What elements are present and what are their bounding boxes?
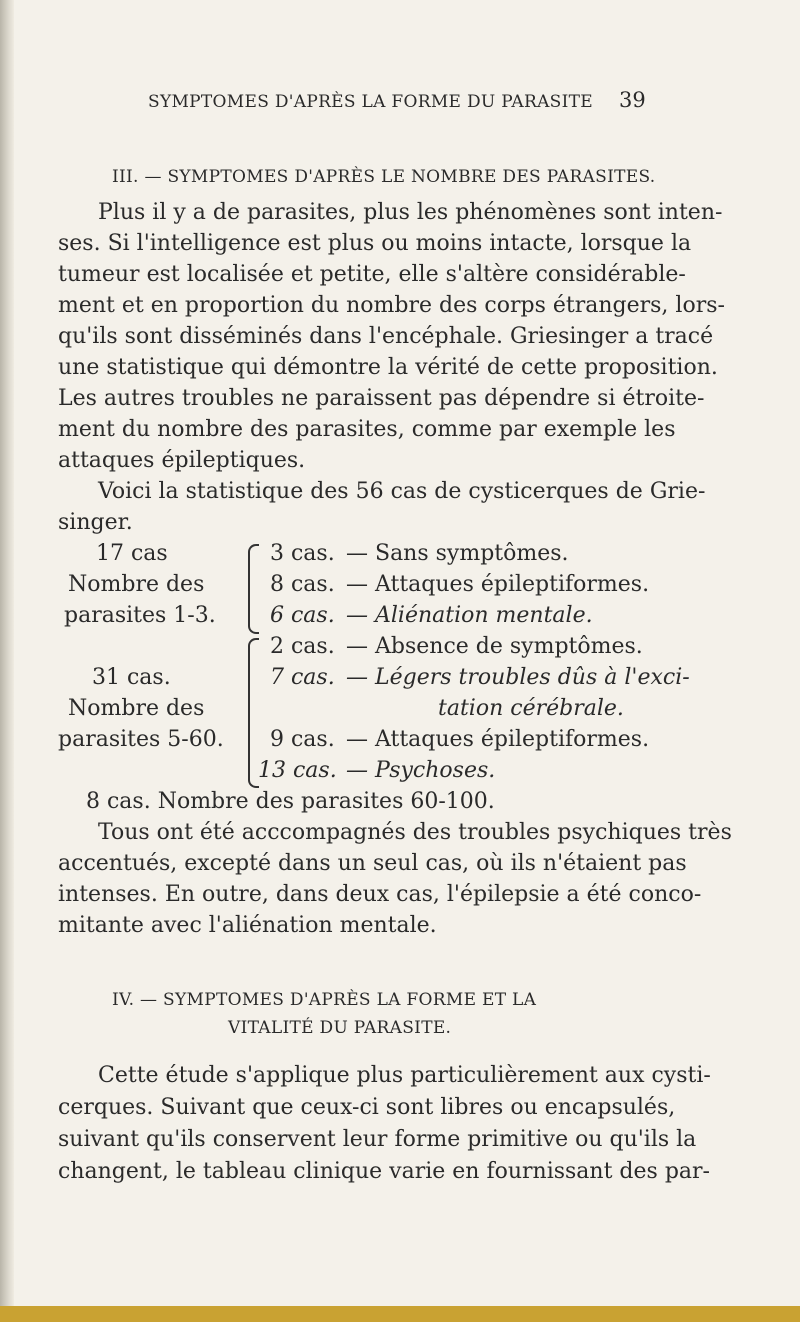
stat-desc: — Attaques épileptiformes. xyxy=(346,572,650,597)
group-label: 17 cas xyxy=(96,541,168,566)
section-4-heading-line2: VITALITÉ DU PARASITE. xyxy=(228,1018,452,1038)
text-line: cerques. Suivant que ceux-ci sont libres ou encapsulés, xyxy=(58,1095,676,1120)
book-spine-shadow xyxy=(0,0,14,1322)
text-line: suivant qu'ils conservent leur forme primitive ou qu'ils la xyxy=(58,1127,697,1152)
stat-count: 13 cas. xyxy=(258,758,337,783)
stat-desc: tation cérébrale. xyxy=(438,696,624,721)
text-line: Les autres troubles ne paraissent pas dépendre si étroite- xyxy=(58,386,705,411)
stat-count: 9 cas. xyxy=(270,727,335,752)
text-line: changent, le tableau clinique varie en fournissant des par- xyxy=(58,1159,710,1184)
stat-desc: — Sans symptômes. xyxy=(346,541,569,566)
text-line: intenses. En outre, dans deux cas, l'épilepsie a été conco- xyxy=(58,882,702,907)
text-line: singer. xyxy=(58,510,133,535)
text-line: qu'ils sont disséminés dans l'encéphale. Griesinger a tracé xyxy=(58,324,714,349)
group-label: parasites 5-60. xyxy=(58,727,224,752)
statistics-group-3: 8 cas. Nombre des parasites 60-100. xyxy=(86,789,495,814)
group-label: parasites 1-3. xyxy=(64,603,216,628)
stat-desc: — Attaques épileptiformes. xyxy=(346,727,650,752)
stat-count: 7 cas. xyxy=(270,665,335,690)
text-line: ses. Si l'intelligence est plus ou moins intacte, lorsque la xyxy=(58,231,692,256)
text-line: Plus il y a de parasites, plus les phénomènes sont inten- xyxy=(98,200,723,225)
text-line: accentués, excepté dans un seul cas, où ils n'étaient pas xyxy=(58,851,687,876)
text-line: Tous ont été acccompagnés des troubles psychiques très xyxy=(98,820,732,845)
group-label: 31 cas. xyxy=(92,665,171,690)
text-line: attaques épileptiques. xyxy=(58,448,306,473)
stat-count: 8 cas. xyxy=(270,572,335,597)
running-title: SYMPTOMES D'APRÈS LA FORME DU PARASITE xyxy=(148,92,593,112)
page-number: 39 xyxy=(619,88,646,112)
stat-desc: — Absence de symptômes. xyxy=(346,634,643,659)
text-line: Voici la statistique des 56 cas de cysticerques de Grie- xyxy=(98,479,706,504)
page-edge-band xyxy=(0,1306,800,1322)
text-line: une statistique qui démontre la vérité de cette proposition. xyxy=(58,355,718,380)
group-label: Nombre des xyxy=(68,696,205,721)
section-3-heading: III. — SYMPTOMES D'APRÈS LE NOMBRE DES PARASITES. xyxy=(112,167,656,187)
text-line: mitante avec l'aliénation mentale. xyxy=(58,913,437,938)
stat-count: 6 cas. xyxy=(270,603,335,628)
stat-count: 3 cas. xyxy=(270,541,335,566)
text-line: Cette étude s'applique plus particulièrement aux cysti- xyxy=(98,1063,711,1088)
text-line: tumeur est localisée et petite, elle s'altère considérable- xyxy=(58,262,686,287)
text-line: ment et en proportion du nombre des corps étrangers, lors- xyxy=(58,293,725,318)
group-label: Nombre des xyxy=(68,572,205,597)
stat-desc: — Légers troubles dûs à l'exci- xyxy=(346,665,690,690)
stat-count: 2 cas. xyxy=(270,634,335,659)
section-4-heading-line1: IV. — SYMPTOMES D'APRÈS LA FORME ET LA xyxy=(112,990,537,1010)
brace xyxy=(248,544,259,634)
stat-desc: — Psychoses. xyxy=(346,758,496,783)
text-line: ment du nombre des parasites, comme par exemple les xyxy=(58,417,676,442)
stat-desc: — Aliénation mentale. xyxy=(346,603,593,628)
